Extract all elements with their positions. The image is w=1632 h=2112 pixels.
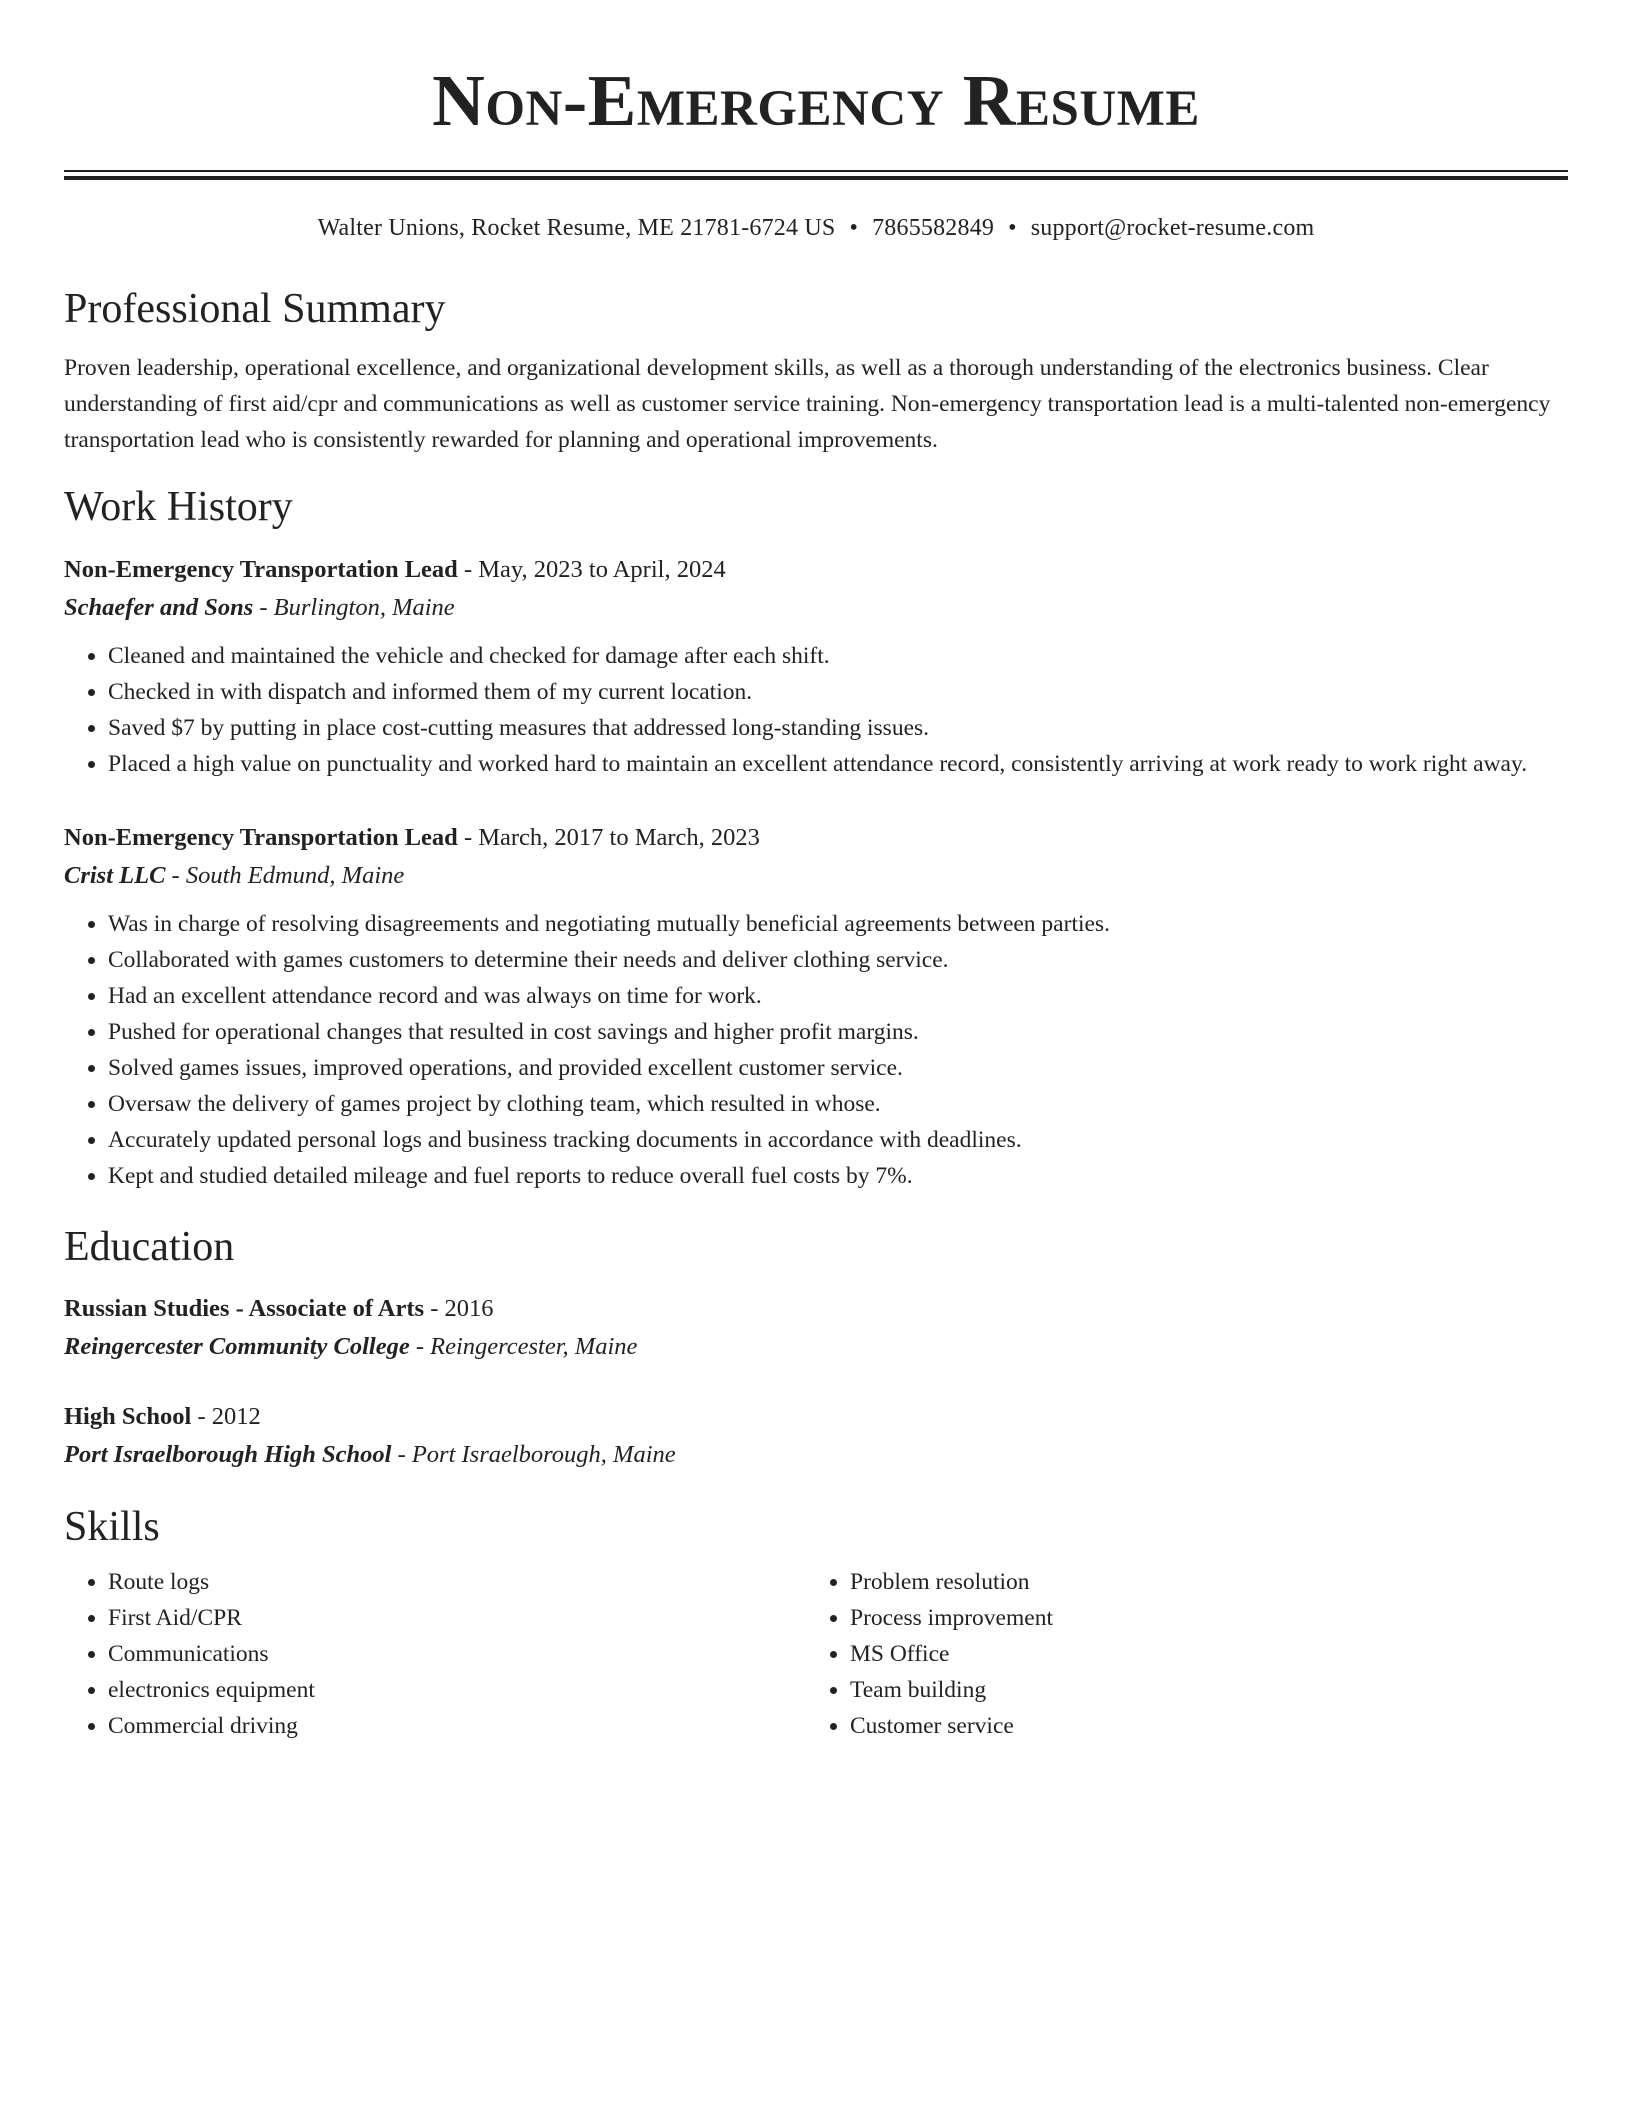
skill-item: • Route logs (108, 1564, 806, 1600)
skill-item: • electronics equipment (108, 1672, 806, 1708)
skill-item: • Communications (108, 1636, 806, 1672)
job-dates: - May, 2023 to April, 2024 (457, 556, 726, 583)
school-location: - Port Israelborough, Maine (391, 1441, 676, 1468)
job-bullets (64, 906, 1568, 1194)
degree-name: High School (64, 1403, 192, 1430)
degree-year: - 2012 (191, 1403, 261, 1430)
job-bullet: • Solved games issues, improved operations, and provided excellent customer service. (108, 1050, 1568, 1086)
job-title-line (64, 552, 1568, 588)
school-line (64, 1436, 1568, 1474)
skills-grid (64, 1564, 1568, 1744)
job-bullet: • Checked in with dispatch and informed them of my current location. (108, 674, 1568, 710)
work-history-heading: Work History (64, 484, 293, 530)
education-entry (64, 1290, 1568, 1366)
job-bullet: • Placed a high value on punctuality and worked hard to maintain an excellent attendance record, consistently arriving at work ready to work right away. (108, 746, 1568, 782)
degree-name: Russian Studies - Associate of Arts (64, 1295, 425, 1322)
school-name: Port Israelborough High School (64, 1441, 392, 1468)
company-line (64, 588, 1568, 628)
skill-item: • Process improvement (850, 1600, 1548, 1636)
job-bullet: • Collaborated with games customers to determine their needs and deliver clothing service. (108, 942, 1568, 978)
school-line (64, 1328, 1568, 1366)
education-entry (64, 1398, 1568, 1474)
summary-text: Proven leadership, operational excellence, and organizational development skills, as well as a thorough understanding of the electronics business. Clear understanding of first aid/cpr and communications as well as customer service training. Non-emergency transportation lead is a multi-talented non-emergency transportation lead who is consistently rewarded for planning and operational improvements. (64, 355, 1551, 453)
job-bullet: • Accurately updated personal logs and business tracking documents in accordance with deadlines. (108, 1122, 1568, 1158)
company-name: Schaefer and Sons (64, 594, 254, 621)
job-bullets (64, 638, 1568, 782)
skill-item: • First Aid/CPR (108, 1600, 806, 1636)
contact-line (64, 212, 1568, 244)
job-dates: - March, 2017 to March, 2023 (457, 824, 760, 851)
job-bullet: • Kept and studied detailed mileage and fuel reports to reduce overall fuel costs by 7%. (108, 1158, 1568, 1194)
contact-email: support@rocket-resume.com (1030, 215, 1315, 241)
skill-item: • Commercial driving (108, 1708, 806, 1744)
job-title: Non-Emergency Transportation Lead (64, 556, 458, 583)
title-divider (64, 170, 1568, 180)
job-title: Non-Emergency Transportation Lead (64, 824, 458, 851)
school-location: - Reingercester, Maine (409, 1333, 638, 1360)
skills-heading: Skills (64, 1504, 160, 1550)
skill-item: • Problem resolution (850, 1564, 1548, 1600)
job-entry (64, 552, 1568, 782)
contact-phone: 7865582849 (872, 215, 995, 241)
company-location: - South Edmund, Maine (165, 862, 405, 889)
job-title-line (64, 820, 1568, 856)
education-heading: Education (64, 1224, 235, 1270)
company-location: - Burlington, Maine (253, 594, 455, 621)
job-bullet: • Was in charge of resolving disagreements and negotiating mutually beneficial agreements between parties. (108, 906, 1568, 942)
company-name: Crist LLC (64, 862, 166, 889)
company-line (64, 856, 1568, 896)
job-bullet: • Cleaned and maintained the vehicle and checked for damage after each shift. (108, 638, 1568, 674)
job-bullet: • Pushed for operational changes that resulted in cost savings and higher profit margins. (108, 1014, 1568, 1050)
degree-line (64, 1398, 1568, 1436)
contact-address: Walter Unions, Rocket Resume, ME 21781-6724 US (317, 215, 836, 241)
school-name: Reingercester Community College (64, 1333, 410, 1360)
summary-heading: Professional Summary (64, 286, 446, 332)
resume-title: Non-Emergency Resume (432, 60, 1200, 141)
skill-item: • MS Office (850, 1636, 1548, 1672)
job-bullet: • Saved $7 by putting in place cost-cutting measures that addressed long-standing issues. (108, 710, 1568, 746)
skills-column-left (64, 1564, 806, 1744)
contact-separator: • (849, 215, 859, 241)
skill-item: • Team building (850, 1672, 1548, 1708)
job-entry (64, 820, 1568, 1194)
degree-year: - 2016 (424, 1295, 494, 1322)
skills-column-right (806, 1564, 1548, 1744)
job-bullet: • Oversaw the delivery of games project by clothing team, which resulted in whose. (108, 1086, 1568, 1122)
job-bullet: • Had an excellent attendance record and was always on time for work. (108, 978, 1568, 1014)
degree-line (64, 1290, 1568, 1328)
skill-item: • Customer service (850, 1708, 1548, 1744)
contact-separator: • (1008, 215, 1017, 241)
